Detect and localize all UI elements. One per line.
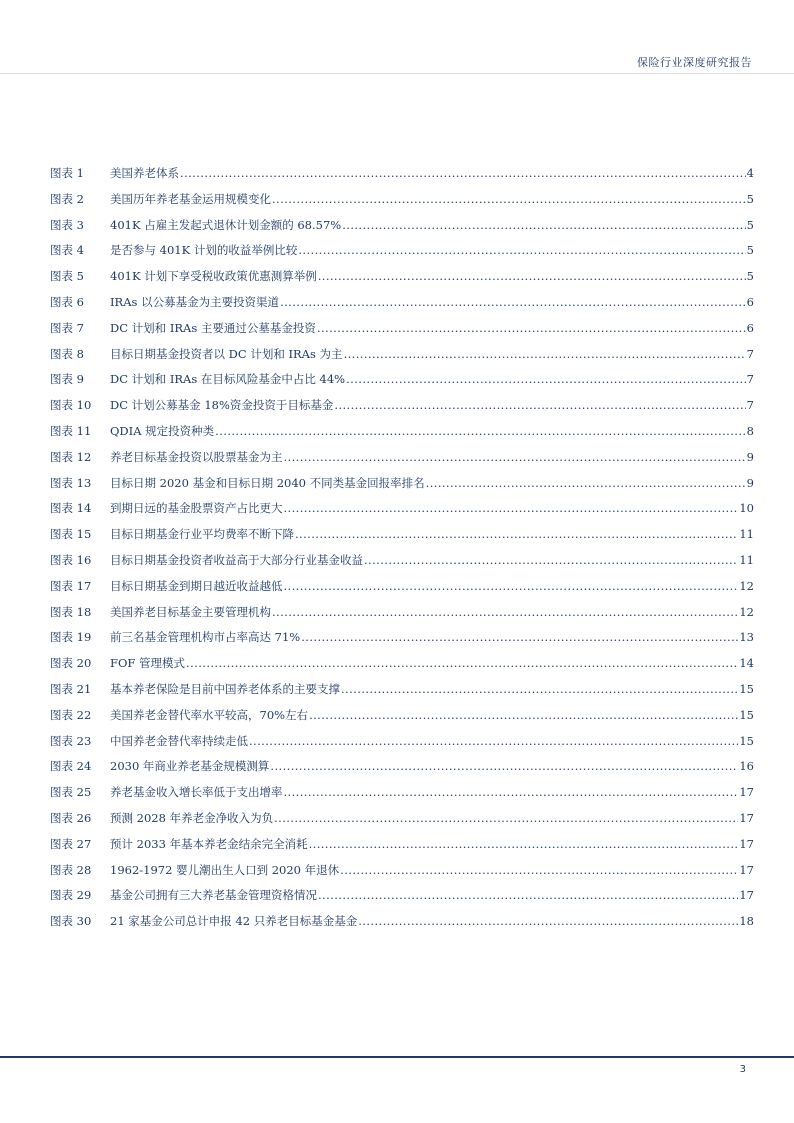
header-divider [0, 73, 794, 74]
toc-entry-label: 图表 2 [50, 191, 84, 206]
toc-entry-page: 15 [739, 733, 754, 748]
toc-entry[interactable] [50, 861, 754, 887]
toc-entry-label: 图表 24 [50, 759, 92, 774]
toc-entry-title: 基本养老保险是目前中国养老体系的主要支撑 [110, 681, 340, 696]
toc-entry-page: 17 [739, 888, 754, 903]
toc-leader-dots [272, 190, 746, 208]
toc-entry-label: 图表 12 [50, 449, 92, 464]
toc-leader-dots [284, 577, 739, 595]
toc-entry[interactable] [50, 577, 754, 603]
toc-entry[interactable] [50, 293, 754, 319]
toc-leader-dots [426, 474, 746, 492]
toc-entry-label: 图表 21 [50, 681, 92, 696]
toc-entry-page: 14 [739, 656, 754, 671]
toc-entry-label: 图表 1 [50, 166, 84, 180]
toc-entry-title: 前三名基金管理机构市占率高达 71% [110, 630, 301, 645]
toc-entry-title: 养老目标基金投资以股票基金为主 [110, 449, 283, 464]
toc-leader-dots [284, 448, 746, 466]
toc-entry-page: 7 [746, 398, 754, 413]
toc-entry-label: 图表 5 [50, 269, 84, 284]
toc-entry-page: 10 [739, 501, 754, 516]
toc-leader-dots [295, 525, 738, 543]
toc-entry-page: 17 [739, 836, 754, 851]
toc-entry-title: 到期日远的基金股票资产占比更大 [110, 501, 283, 516]
toc-leader-dots [317, 319, 746, 337]
toc-entry-title: QDIA 规定投资种类 [110, 423, 215, 438]
toc-entry-page: 18 [739, 914, 754, 929]
toc-entry-page: 12 [739, 604, 754, 619]
toc-entry-label: 图表 10 [50, 398, 92, 413]
toc-entry[interactable] [50, 706, 754, 732]
toc-entry-page: 5 [746, 191, 754, 206]
toc-entry-page: 11 [739, 527, 754, 542]
header-title: 保险行业深度研究报告 [637, 56, 752, 69]
toc-entry[interactable] [50, 783, 754, 809]
toc-entry-page: 15 [739, 707, 754, 722]
toc-leader-dots [318, 267, 746, 285]
toc-leader-dots [180, 164, 746, 182]
toc-entry[interactable] [50, 396, 754, 422]
toc-entry-page: 9 [746, 475, 754, 490]
toc-entry-label: 图表 26 [50, 810, 92, 825]
toc-entry-label: 图表 4 [50, 243, 84, 258]
toc-leader-dots [342, 216, 745, 234]
toc-entry-label: 图表 18 [50, 604, 92, 619]
toc-entry-page: 5 [746, 269, 754, 284]
toc-entry-title: IRAs 以公募基金为主要投资渠道 [110, 294, 280, 309]
toc-entry[interactable] [50, 448, 754, 474]
toc-leader-dots [280, 293, 746, 311]
toc-entry-label: 图表 3 [50, 217, 84, 232]
toc-entry[interactable] [50, 603, 754, 629]
toc-leader-dots [186, 654, 738, 672]
toc-entry-page: 11 [739, 552, 754, 567]
toc-entry-title: 基金公司拥有三大养老基金管理资格情况 [110, 888, 317, 903]
toc-leader-dots [274, 809, 738, 827]
toc-leader-dots [301, 628, 738, 646]
toc-leader-dots [298, 241, 745, 259]
toc-leader-dots [309, 835, 739, 853]
toc-entry-page: 5 [746, 243, 754, 258]
toc-entry-title: 预测 2028 年养老金净收入为负 [110, 810, 274, 825]
toc-entry-label: 图表 29 [50, 888, 92, 903]
toc-entry[interactable] [50, 499, 754, 525]
toc-entry-title: 2030 年商业养老基金规模测算 [110, 759, 270, 774]
toc-entry-label: 图表 30 [50, 914, 92, 929]
toc-entry[interactable] [50, 216, 754, 242]
toc-entry-label: 图表 23 [50, 733, 92, 748]
toc-entry-title: 21 家基金公司总计申报 42 只养老目标基金基金 [110, 914, 358, 929]
toc-entry-label: 图表 25 [50, 785, 92, 800]
toc-entry-page: 17 [739, 810, 754, 825]
toc-entry-title: 中国养老金替代率持续走低 [110, 733, 248, 748]
toc-entry-label: 图表 14 [50, 501, 92, 516]
toc-leader-dots [309, 706, 738, 724]
toc-entry[interactable] [50, 267, 754, 293]
toc-leader-dots [318, 886, 738, 904]
toc-entry-label: 图表 28 [50, 862, 92, 877]
toc-entry-page: 5 [746, 217, 754, 232]
toc-entry[interactable] [50, 809, 754, 835]
toc-entry-title: 401K 计划下享受税收政策优惠测算举例 [110, 269, 317, 284]
toc-entry-title: 是否参与 401K 计划的收益举例比较 [110, 243, 298, 258]
toc-entry-title: 1962-1972 婴儿潮出生人口到 2020 年退休 [110, 862, 340, 877]
toc-entry-title: DC 计划公募基金 18%资金投资于目标基金 [110, 398, 334, 413]
toc-entry-title: DC 计划和 IRAs 在目标风险基金中占比 44% [110, 372, 346, 387]
toc-leader-dots [358, 912, 738, 930]
toc-entry[interactable] [50, 319, 754, 345]
toc-entry-title: 美国养老金替代率水平较高，70%左右 [110, 707, 309, 722]
toc-entry[interactable] [50, 551, 754, 577]
page-number: 3 [739, 1064, 746, 1075]
toc-leader-dots [284, 783, 739, 801]
toc-entry-page: 15 [739, 681, 754, 696]
toc-leader-dots [249, 732, 738, 750]
footer-divider [0, 1056, 794, 1058]
toc-entry-page: 7 [746, 372, 754, 387]
figure-index [50, 164, 754, 938]
toc-entry[interactable] [50, 886, 754, 912]
toc-entry[interactable] [50, 525, 754, 551]
toc-entry-label: 图表 13 [50, 475, 92, 490]
toc-leader-dots [344, 345, 746, 363]
toc-entry-title: 目标日期 2020 基金和目标日期 2040 不同类基金回报率排名 [110, 475, 425, 490]
toc-entry-page: 12 [739, 578, 754, 593]
toc-leader-dots [340, 861, 738, 879]
toc-entry[interactable] [50, 628, 754, 654]
toc-entry-page: 4 [746, 166, 754, 180]
toc-entry[interactable] [50, 241, 754, 267]
toc-entry-page: 17 [739, 785, 754, 800]
toc-leader-dots [364, 551, 738, 569]
toc-entry-label: 图表 17 [50, 578, 92, 593]
toc-entry-page: 16 [739, 759, 754, 774]
toc-entry-title: 目标日期基金行业平均费率不断下降 [110, 527, 294, 542]
toc-entry-page: 6 [746, 320, 754, 335]
toc-leader-dots [334, 396, 745, 414]
toc-entry-label: 图表 6 [50, 294, 84, 309]
toc-entry-page: 9 [746, 449, 754, 464]
toc-entry-label: 图表 27 [50, 836, 92, 851]
toc-entry-title: FOF 管理模式 [110, 656, 186, 671]
toc-entry-label: 图表 8 [50, 346, 84, 361]
toc-leader-dots [284, 499, 739, 517]
toc-entry-label: 图表 16 [50, 552, 92, 567]
toc-entry[interactable] [50, 370, 754, 396]
toc-entry[interactable] [50, 680, 754, 706]
toc-leader-dots [272, 603, 738, 621]
toc-entry[interactable] [50, 474, 754, 500]
toc-entry-title: 养老基金收入增长率低于支出增率 [110, 785, 283, 800]
toc-entry-label: 图表 19 [50, 630, 92, 645]
toc-entry-label: 图表 22 [50, 707, 92, 722]
toc-entry[interactable] [50, 345, 754, 371]
toc-entry-page: 7 [746, 346, 754, 361]
toc-entry-page: 6 [746, 294, 754, 309]
toc-entry-title: 美国养老目标基金主要管理机构 [110, 604, 271, 619]
toc-leader-dots [215, 422, 746, 440]
toc-entry-page: 13 [739, 630, 754, 645]
toc-entry[interactable] [50, 422, 754, 448]
toc-entry[interactable] [50, 164, 754, 190]
toc-leader-dots [346, 370, 746, 388]
toc-entry-label: 图表 7 [50, 320, 84, 335]
toc-entry-title: 预计 2033 年基本养老金结余完全消耗 [110, 836, 308, 851]
toc-entry-label: 图表 9 [50, 372, 84, 387]
toc-entry-label: 图表 15 [50, 527, 92, 542]
toc-entry[interactable] [50, 190, 754, 216]
toc-entry-label: 图表 11 [50, 423, 92, 438]
toc-entry[interactable] [50, 757, 754, 783]
toc-entry-label: 图表 20 [50, 656, 92, 671]
toc-entry[interactable] [50, 654, 754, 680]
toc-entry-title: 美国历年养老基金运用规模变化 [110, 191, 271, 206]
toc-entry-title: DC 计划和 IRAs 主要通过公墓基金投资 [110, 320, 316, 335]
toc-entry[interactable] [50, 912, 754, 938]
toc-leader-dots [270, 757, 738, 775]
toc-entry-title: 目标日期基金投资者收益高于大部分行业基金收益 [110, 552, 363, 567]
toc-entry-title: 美国养老体系 [110, 166, 179, 180]
toc-entry-page: 17 [739, 862, 754, 877]
toc-entry-title: 目标日期基金投资者以 DC 计划和 IRAs 为主 [110, 346, 343, 361]
toc-entry[interactable] [50, 835, 754, 861]
toc-entry-title: 401K 占雇主发起式退休计划金额的 68.57% [110, 217, 342, 232]
toc-entry-title: 目标日期基金到期日越近收益越低 [110, 578, 283, 593]
toc-leader-dots [341, 680, 738, 698]
toc-entry[interactable] [50, 732, 754, 758]
toc-entry-page: 8 [746, 423, 754, 438]
